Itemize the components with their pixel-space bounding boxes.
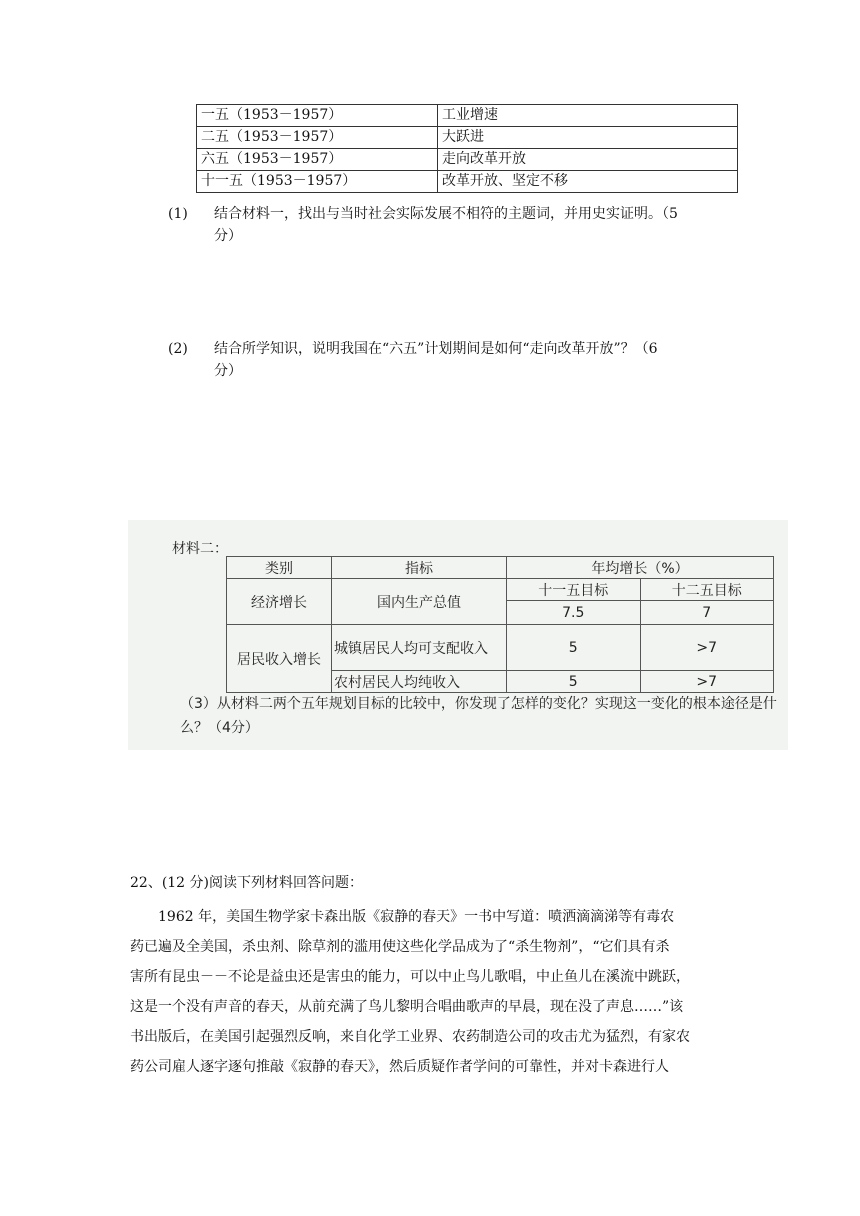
- rural-11-cell: 5: [507, 671, 641, 693]
- table-row: [197, 149, 738, 171]
- table-row: [227, 579, 774, 601]
- passage-line: 害所有昆虫－－不论是益虫还是害虫的能力，可以中止鸟儿歌唱，中止鱼儿在溪流中跳跃，: [130, 969, 690, 985]
- header-category: 类别: [227, 557, 332, 579]
- question-22-passage: [130, 902, 740, 1082]
- income-category-cell: 居民收入增长: [227, 625, 332, 693]
- subheader-plan-11: 十一五目标: [507, 579, 641, 601]
- plan-cell: 一五（1953－1957）: [197, 105, 438, 127]
- passage-line: 药已遍及全美国，杀虫剂、除草剂的滥用使这些化学品成为了“杀生物剂”，“它们具有杀: [130, 939, 670, 955]
- header-indicator: 指标: [332, 557, 507, 579]
- theme-cell: 工业增速: [438, 105, 738, 127]
- table-row: [197, 127, 738, 149]
- material-2-figure: [128, 520, 788, 750]
- material-2-title: 材料二：: [172, 541, 228, 557]
- gdp-11-cell: 7.5: [507, 601, 641, 625]
- question-1-line-2: 分）: [214, 228, 242, 244]
- urban-12-cell: >7: [640, 625, 774, 671]
- urban-indicator-cell: 城镇居民人均可支配收入: [332, 625, 507, 671]
- table-header-row: [227, 557, 774, 579]
- plan-cell: 六五（1953－1957）: [197, 149, 438, 171]
- table-row: [227, 625, 774, 671]
- question-3-text: （3）从材料二两个五年规划目标的比较中，你发现了怎样的变化？实现这一变化的根本途径是什么？（4分）: [180, 696, 777, 736]
- econ-category-cell: 经济增长: [227, 579, 332, 625]
- passage-line: 1962 年，美国生物学家卡森出版《寂静的春天》一书中写道：喷洒滴滴涕等有毒农: [158, 909, 675, 925]
- theme-cell: 大跃进: [438, 127, 738, 149]
- rural-indicator-cell: 农村居民人均纯收入: [332, 671, 507, 693]
- table-row: [197, 171, 738, 193]
- passage-line: 这是一个没有声音的春天，从前充满了鸟儿黎明合唱曲歌声的早晨，现在没了声息……”该: [130, 999, 684, 1015]
- table-row: [197, 105, 738, 127]
- question-1-text: [214, 203, 738, 247]
- question-2-line-2: 分）: [214, 363, 242, 379]
- theme-cell: 走向改革开放: [438, 149, 738, 171]
- rural-12-cell: >7: [640, 671, 774, 693]
- question-1-line-1: 结合材料一，找出与当时社会实际发展不相符的主题词，并用史实证明。（5: [214, 206, 678, 222]
- growth-target-table: [226, 556, 774, 693]
- plan-cell: 二五（1953－1957）: [197, 127, 438, 149]
- question-2-number: (2): [168, 341, 188, 357]
- passage-line: 书出版后，在美国引起强烈反响，来自化学工业界、农药制造公司的攻击尤为猛烈，有家农: [130, 1029, 690, 1045]
- question-2-text: [214, 338, 738, 382]
- gdp-indicator-cell: 国内生产总值: [332, 579, 507, 625]
- question-22-heading: 22、(12 分)阅读下列材料回答问题：: [130, 875, 364, 891]
- plan-cell: 十一五（1953－1957）: [197, 171, 438, 193]
- question-2-line-1: 结合所学知识，说明我国在“六五”计划期间是如何“走向改革开放”？（6: [214, 341, 658, 357]
- subheader-plan-12: 十二五目标: [640, 579, 774, 601]
- header-growth: 年均增长（%）: [507, 557, 774, 579]
- gdp-12-cell: 7: [640, 601, 774, 625]
- plan-theme-table: [196, 104, 738, 193]
- question-1-number: (1): [168, 206, 188, 222]
- urban-11-cell: 5: [507, 625, 641, 671]
- theme-cell: 改革开放、坚定不移: [438, 171, 738, 193]
- passage-line: 药公司雇人逐字逐句推敲《寂静的春天》，然后质疑作者学问的可靠性，并对卡森进行人: [130, 1059, 669, 1075]
